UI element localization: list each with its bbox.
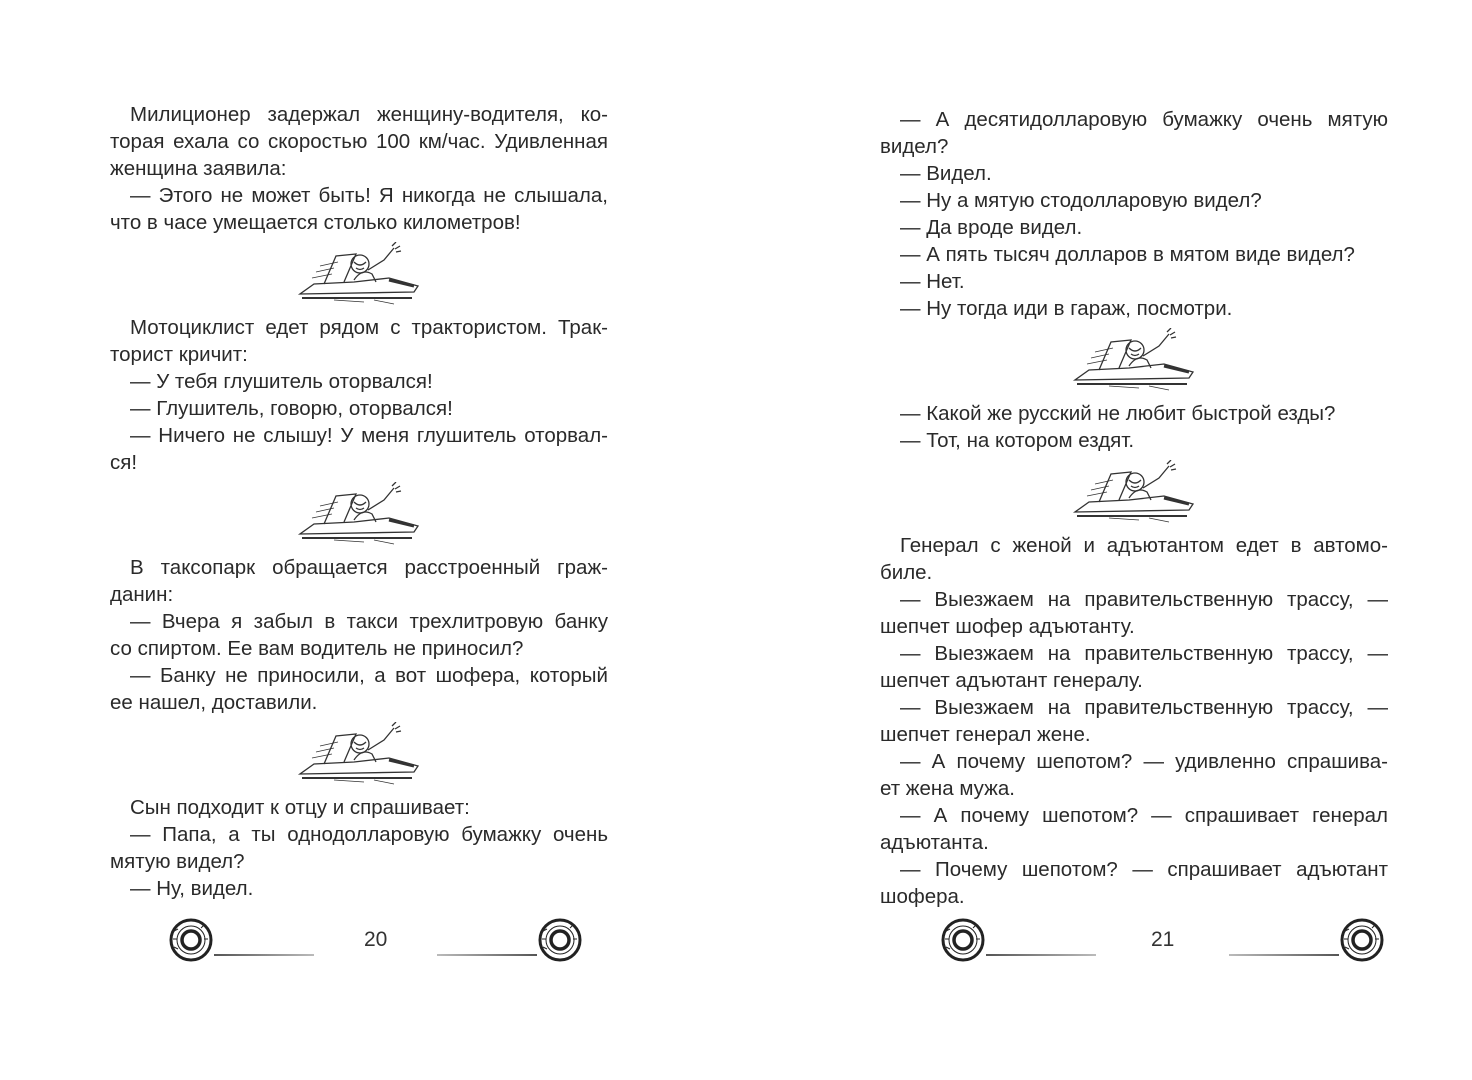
text-line: — У тебя глушитель оторвался! <box>130 370 433 393</box>
text-line: — А почему шепотом? — удивленно спрашива- <box>900 750 1388 773</box>
text-line: — Да вроде видел. <box>900 216 1083 239</box>
text-line: — А почему шепотом? — спрашивает генерал <box>900 804 1388 827</box>
text-line: видел? <box>880 135 949 158</box>
page-footer-left <box>168 917 583 963</box>
text-line: ет жена мужа. <box>880 777 1015 800</box>
car-driver-illustration <box>880 322 1388 400</box>
page-left <box>110 101 608 902</box>
text-line: — Ну, видел. <box>130 877 254 900</box>
text-line: ее нашел, доставили. <box>110 691 318 714</box>
page-footer-right <box>940 917 1385 963</box>
footer-rule <box>214 954 314 956</box>
text-line: — Этого не может быть! Я никогда не слышала, <box>130 184 608 207</box>
text-line: шофера. <box>880 885 965 908</box>
page-right <box>880 106 1388 910</box>
text-line: Сын подходит к отцу и спрашивает: <box>130 796 470 819</box>
text-line: шепчет шофер адъютанту. <box>880 615 1135 638</box>
text-line: — Выезжаем на правительственную трассу, — <box>900 588 1388 611</box>
text-line: Милиционер задержал женщину-водителя, ко- <box>130 103 608 126</box>
car-driver-illustration <box>110 236 608 314</box>
text-line: со спиртом. Ее вам водитель не приносил? <box>110 637 524 660</box>
page-number: 20 <box>364 928 388 951</box>
text-line: — А пять тысяч долларов в мятом виде видел? <box>900 243 1355 266</box>
text-line: шепчет генерал жене. <box>880 723 1091 746</box>
text-line: — Папа, а ты однодолларовую бумажку очень <box>130 823 608 846</box>
text-line: женщина заявила: <box>110 157 287 180</box>
car-driver-illustration <box>880 454 1388 532</box>
text-line: — А десятидолларовую бумажку очень мятую <box>900 108 1388 131</box>
text-line: — Видел. <box>900 162 992 185</box>
text-line: — Почему шепотом? — спрашивает адъютант <box>900 858 1388 881</box>
footer-rule <box>437 954 537 956</box>
wheel-icon <box>168 917 214 963</box>
text-line: торая ехала со скоростью 100 км/час. Удивленная <box>110 130 608 153</box>
text-line: — Нет. <box>900 270 965 293</box>
text-line: — Тот, на котором ездят. <box>900 429 1135 452</box>
text-line: биле. <box>880 561 933 584</box>
text-line: Генерал с женой и адъютантом едет в автомо- <box>900 534 1388 557</box>
text-line: мятую видел? <box>110 850 245 873</box>
text-line: — Ничего не слышу! У меня глушитель оторвал- <box>130 424 608 447</box>
car-driver-illustration <box>110 476 608 554</box>
text-line: — Ну а мятую стодолларовую видел? <box>900 189 1262 212</box>
text-line: — Вчера я забыл в такси трехлитровую банку <box>130 610 608 633</box>
text-line: адъютанта. <box>880 831 989 854</box>
text-line: ся! <box>110 451 138 474</box>
text-line: — Выезжаем на правительственную трассу, — <box>900 642 1388 665</box>
wheel-icon <box>537 917 583 963</box>
text-line: торист кричит: <box>110 343 248 366</box>
wheel-icon <box>1339 917 1385 963</box>
text-line: данин: <box>110 583 174 606</box>
text-line: — Глушитель, говорю, оторвался! <box>130 397 453 420</box>
text-line: что в часе умещается столько километров! <box>110 211 521 234</box>
text-line: В таксопарк обращается расстроенный граж- <box>130 556 608 579</box>
text-line: — Ну тогда иди в гараж, посмотри. <box>900 297 1233 320</box>
text-line: — Выезжаем на правительственную трассу, — <box>900 696 1388 719</box>
text-line: Мотоциклист едет рядом с трактористом. Трак- <box>130 316 608 339</box>
car-driver-illustration <box>110 716 608 794</box>
footer-rule <box>986 954 1096 956</box>
text-line: — Банку не приносили, а вот шофера, который <box>130 664 608 687</box>
page-number: 21 <box>1151 928 1175 951</box>
text-line: шепчет адъютант генералу. <box>880 669 1143 692</box>
wheel-icon <box>940 917 986 963</box>
text-line: — Какой же русский не любит быстрой езды? <box>900 402 1336 425</box>
footer-rule <box>1229 954 1339 956</box>
